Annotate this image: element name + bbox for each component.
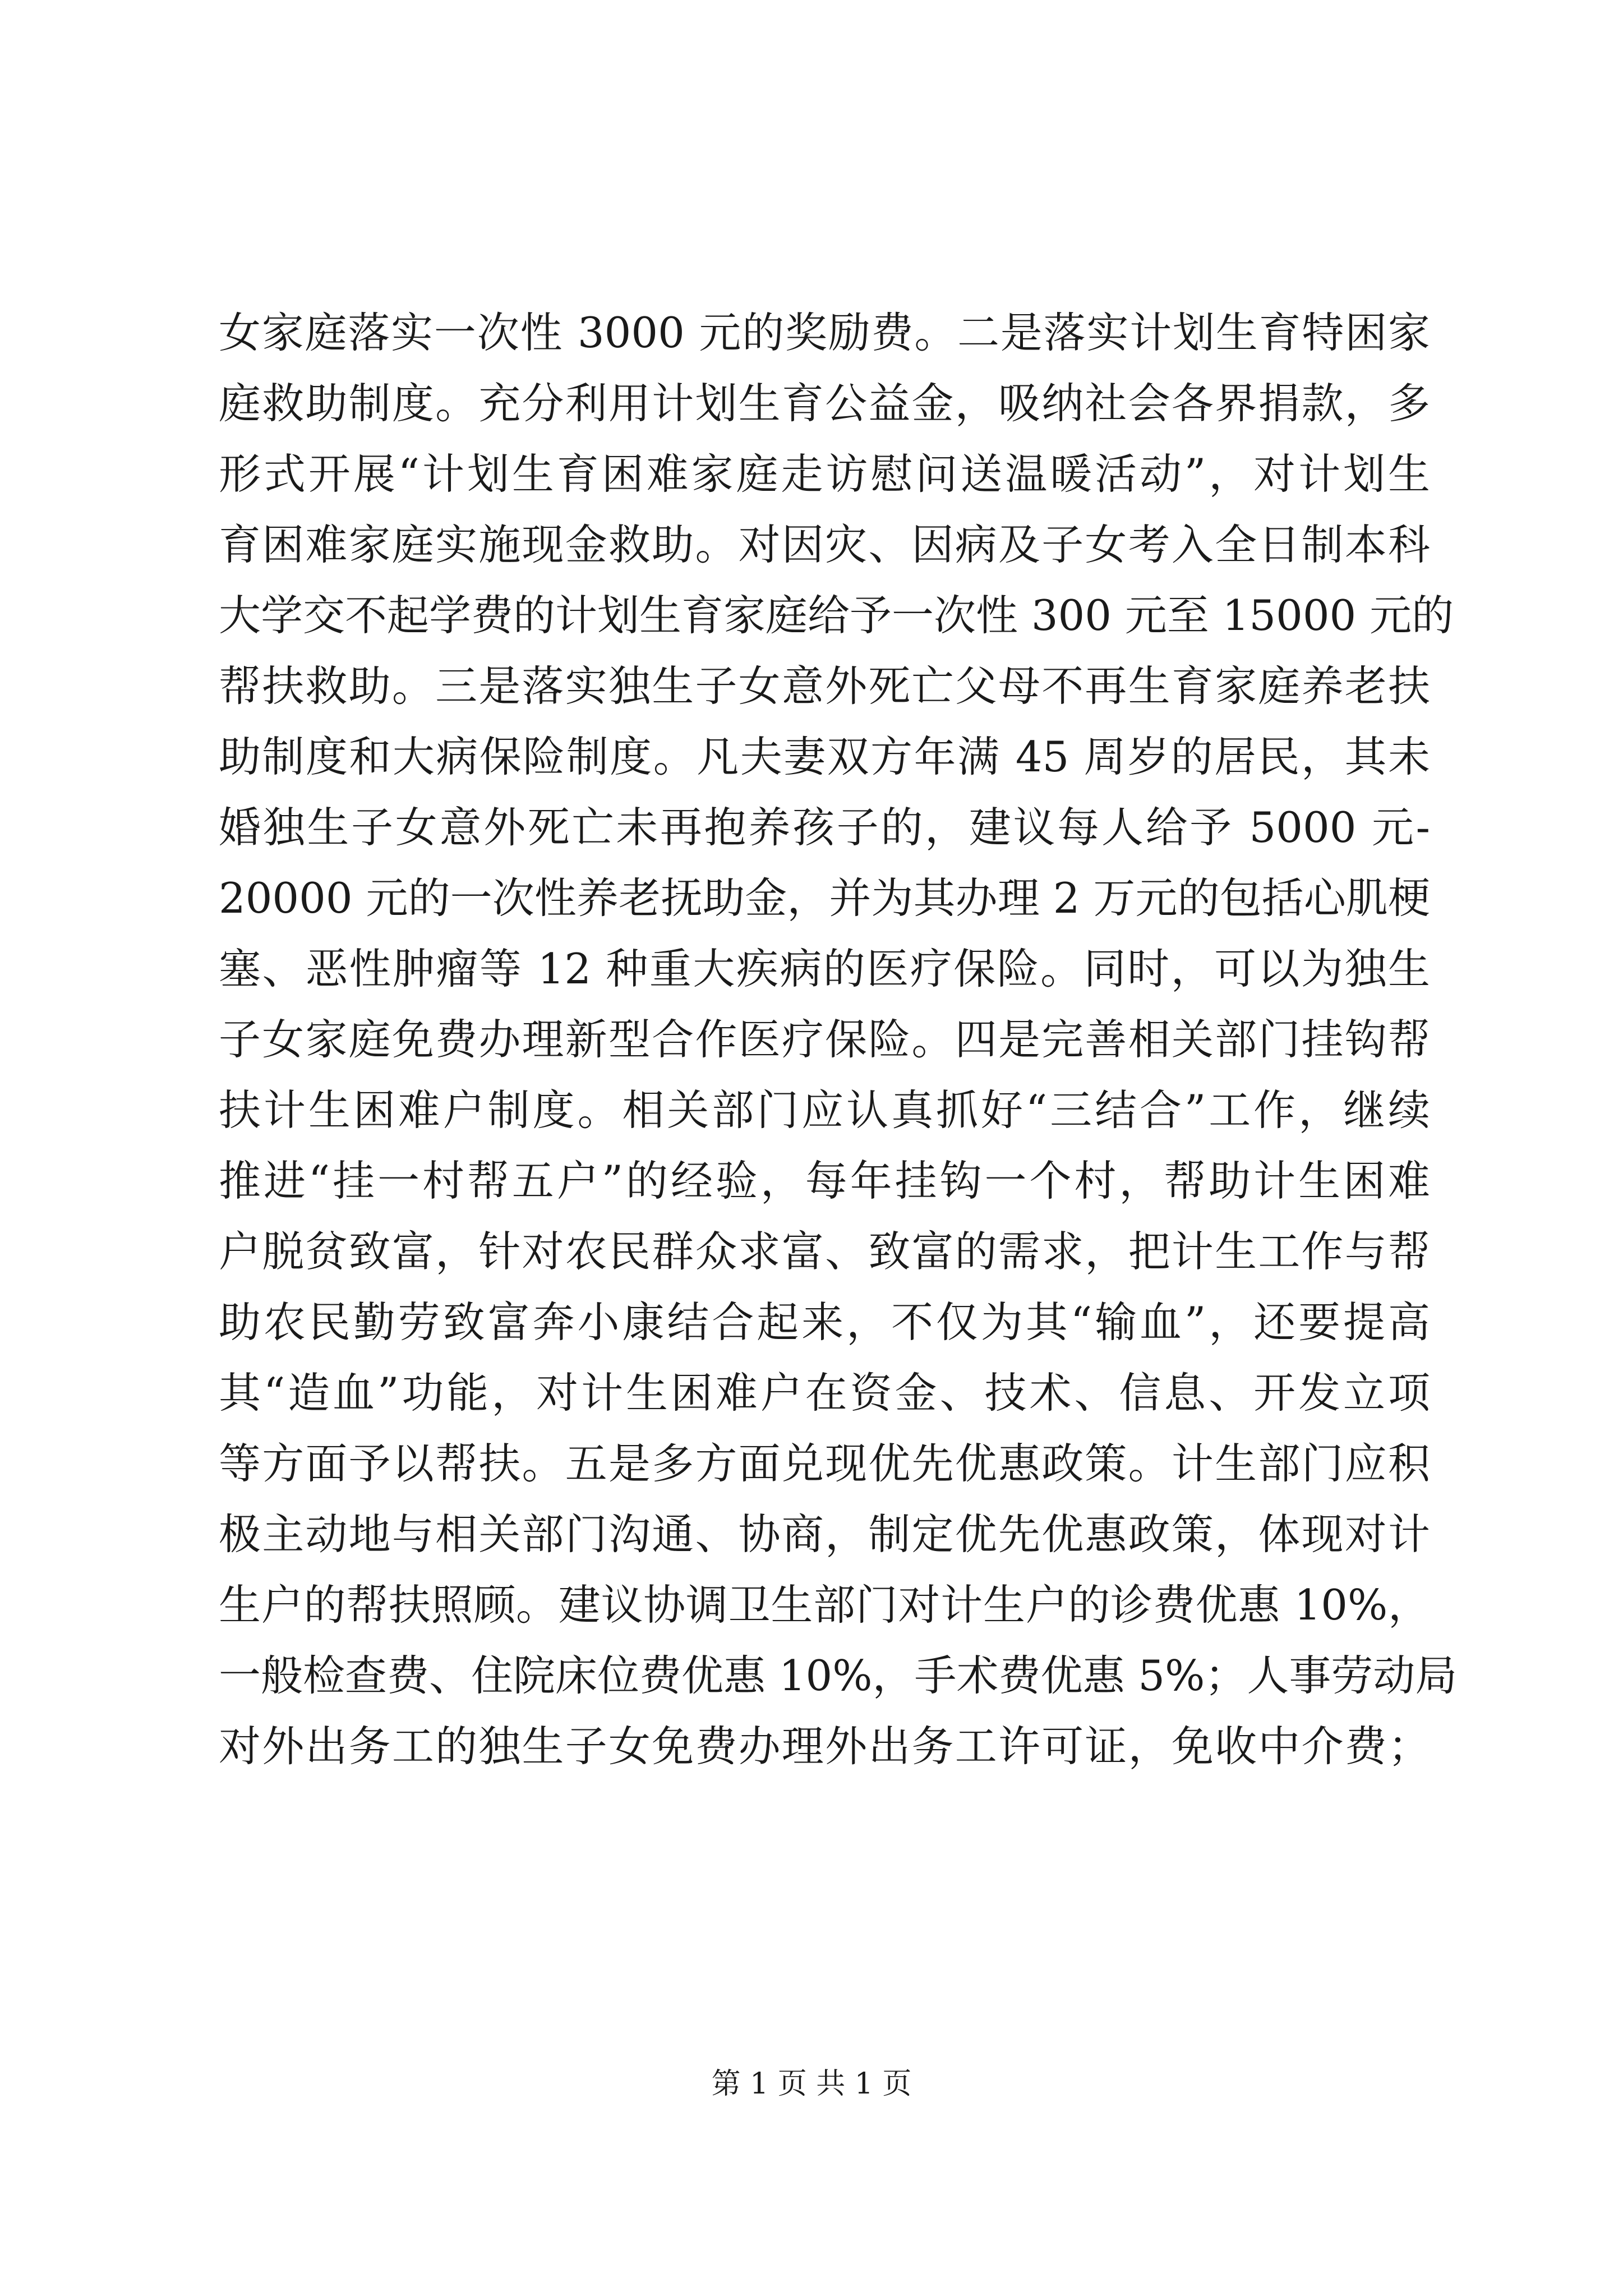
text-line: 庭救助制度。充分利用计划生育公益金，吸纳社会各界捐款，多 <box>219 379 1430 428</box>
text-line: 极主动地与相关部门沟通、协商，制定优先优惠政策，体现对计 <box>219 1510 1430 1559</box>
body-text <box>219 297 1458 1782</box>
text-line: 婚独生子女意外死亡未再抱养孩子的，建议每人给予 5000 元- <box>219 803 1430 852</box>
text-line: 女家庭落实一次性 3000 元的奖励费。二是落实计划生育特困家 <box>219 308 1430 357</box>
text-line: 一般检查费、住院床位费优惠 10%，手术费优惠 5%；人事劳动局 <box>219 1651 1458 1700</box>
text-line: 助制度和大病保险制度。凡夫妻双方年满 45 周岁的居民，其未 <box>219 732 1430 781</box>
page-footer: 第 1 页 共 1 页 <box>711 2067 912 2101</box>
text-line: 推进“挂一村帮五户”的经验，每年挂钩一个村，帮助计生困难 <box>219 1156 1430 1205</box>
text-line: 子女家庭免费办理新型合作医疗保险。四是完善相关部门挂钩帮 <box>219 1015 1430 1064</box>
text-line: 育困难家庭实施现金救助。对因灾、因病及子女考入全日制本科 <box>219 520 1430 569</box>
text-line: 塞、恶性肿瘤等 12 种重大疾病的医疗保险。同时，可以为独生 <box>219 944 1430 993</box>
text-line: 户脱贫致富，针对农民群众求富、致富的需求，把计生工作与帮 <box>219 1227 1430 1276</box>
text-line: 大学交不起学费的计划生育家庭给予一次性 300 元至 15000 元的 <box>219 591 1454 640</box>
text-line: 对外出务工的独生子女免费办理外出务工许可证，免收中介费； <box>219 1722 1430 1771</box>
text-line: 帮扶救助。三是落实独生子女意外死亡父母不再生育家庭养老扶 <box>219 661 1430 711</box>
text-line: 20000 元的一次性养老抚助金，并为其办理 2 万元的包括心肌梗 <box>219 873 1430 923</box>
text-line: 其“造血”功能，对计生困难户在资金、技术、信息、开发立项 <box>219 1368 1430 1418</box>
text-line: 扶计生困难户制度。相关部门应认真抓好“三结合”工作，继续 <box>219 1085 1430 1135</box>
text-line: 形式开展“计划生育困难家庭走访慰问送温暖活动”，对计划生 <box>219 449 1430 499</box>
text-line: 生户的帮扶照顾。建议协调卫生部门对计生户的诊费优惠 10%， <box>219 1580 1430 1630</box>
text-line: 助农民勤劳致富奔小康结合起来，不仅为其“输血”，还要提高 <box>219 1297 1430 1347</box>
text-line: 等方面予以帮扶。五是多方面兑现优先优惠政策。计生部门应积 <box>219 1439 1430 1488</box>
